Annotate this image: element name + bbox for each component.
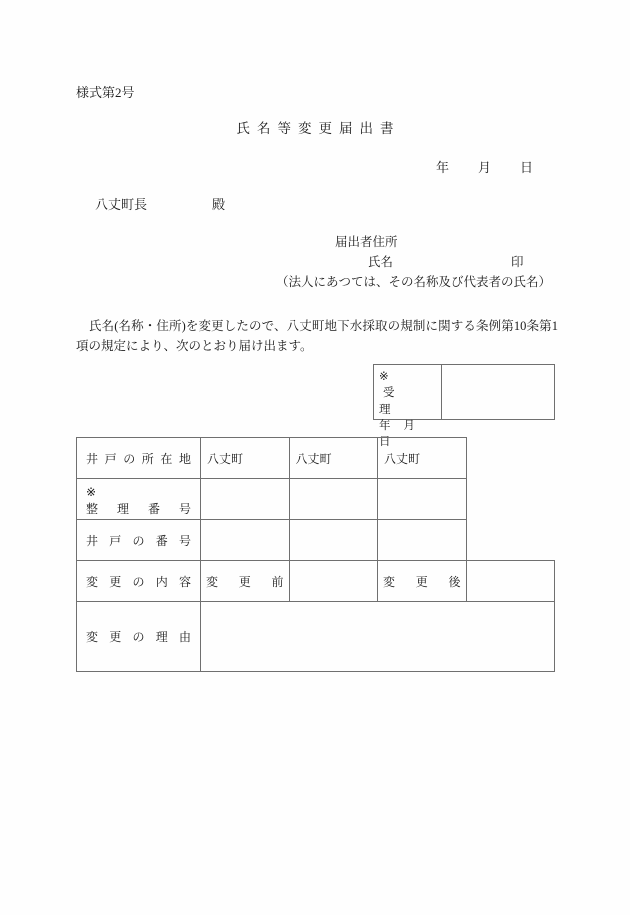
- receipt-box-value[interactable]: [442, 365, 554, 419]
- well-location-cell-3[interactable]: 八丈町: [378, 438, 467, 479]
- corporate-representative-note: （法人にあつては、その名称及び代表者の氏名）: [276, 275, 552, 289]
- change-before-label: 変更前: [201, 561, 290, 602]
- well-number-cell-2[interactable]: [289, 520, 378, 561]
- page-title: 氏名等変更届出書: [236, 121, 401, 136]
- seal-label: 印: [511, 255, 524, 269]
- row-label-well-number: 井戸の番号: [77, 520, 201, 561]
- receipt-box-label: [374, 365, 442, 449]
- table-row: [77, 561, 555, 602]
- table-row: [77, 602, 555, 672]
- submitter-address-label: 届出者住所: [335, 235, 398, 249]
- row-label-well-location: 井戸の所在地: [77, 438, 201, 479]
- table-row: [77, 479, 555, 520]
- change-reason-value[interactable]: [201, 602, 555, 672]
- addressee-line: 八丈町長 殿: [95, 197, 226, 212]
- reference-number-cell-3[interactable]: [378, 479, 467, 520]
- receipt-box: [373, 364, 555, 449]
- reference-number-cell-1[interactable]: [201, 479, 290, 520]
- submitter-name-label: 氏名: [368, 255, 394, 269]
- form-number: 様式第2号: [76, 85, 135, 100]
- body-paragraph: [76, 316, 558, 357]
- change-before-value[interactable]: [289, 561, 378, 602]
- reference-number-cell-2[interactable]: [289, 479, 378, 520]
- well-number-cell-1[interactable]: [201, 520, 290, 561]
- date-line: 年 月 日: [436, 160, 535, 175]
- row-label-reference-number: [77, 479, 201, 520]
- well-number-cell-3[interactable]: [378, 520, 467, 561]
- body-line-2: の規定により、次のとおり届け出ます。: [88, 339, 313, 354]
- receipt-label: 受 理: [379, 387, 430, 416]
- well-location-cell-1[interactable]: 八丈町: [201, 438, 290, 479]
- change-after-value[interactable]: [466, 561, 555, 602]
- receipt-date-label: 年 月 日: [379, 419, 420, 449]
- row-label-change-reason: 変更の理由: [77, 602, 201, 672]
- receipt-mark: ※: [379, 371, 389, 383]
- change-after-label: 変更後: [378, 561, 467, 602]
- well-location-cell-2[interactable]: 八丈町: [289, 438, 378, 479]
- reference-number-label: 整理番号: [86, 501, 191, 516]
- body-line-1: 氏名(名称・住所)を変更したので、八丈町地下水採取の規制に関する条例第10条第1項: [76, 319, 558, 354]
- reference-number-mark: ※: [86, 485, 97, 500]
- table-row: [77, 438, 555, 479]
- table-row: [77, 520, 555, 561]
- row-label-change-content: 変更の内容: [77, 561, 201, 602]
- main-form-table: [76, 437, 555, 672]
